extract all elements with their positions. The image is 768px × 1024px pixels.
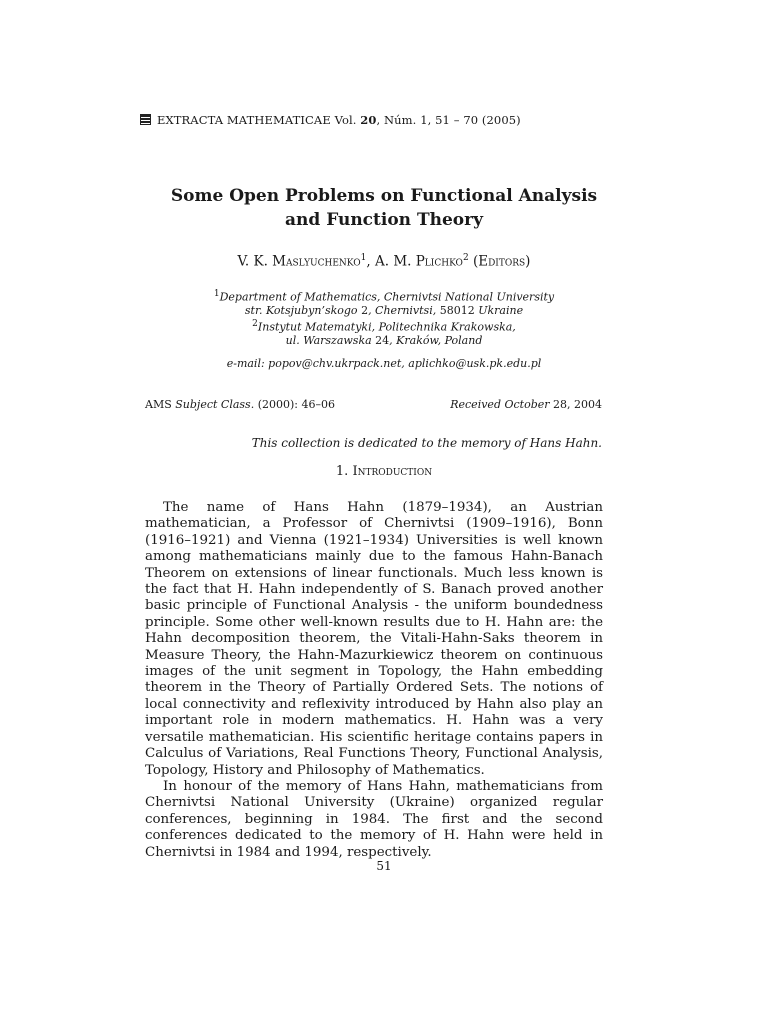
body-text (145, 500, 603, 861)
affiliation-1-line-1 (0, 289, 768, 304)
author-2: A. M. Plichko (374, 253, 463, 270)
ams-subject-label: Subject Class. (175, 398, 255, 411)
author-separator: , (366, 253, 375, 270)
author-line (0, 253, 768, 270)
email-line[interactable]: e-mail: popov@chv.ukrpack.net, aplichko@usk.pk.edu.pl (226, 357, 542, 370)
affiliation-2-line-1 (0, 319, 768, 334)
affiliation-1-dept: Department of Mathematics, Chernivtsi National University (219, 290, 555, 304)
affiliation-2-city: , Kraków, Poland (389, 334, 483, 347)
author-1-affil-mark: 1 (360, 253, 367, 263)
journal-vol-label: Vol. (334, 113, 357, 127)
ams-label: AMS (145, 398, 176, 411)
affiliation-1-mark: 1 (213, 289, 220, 299)
editors-label: (Editors) (468, 253, 531, 270)
affiliation-2-mark: 2 (252, 319, 258, 329)
affiliation-1-street: str. Kotsjubyn’skogo (244, 304, 362, 317)
affiliation-1-street-number: 2 (361, 304, 369, 317)
affiliation-1-city: , Chernivtsi, (368, 304, 440, 317)
section-heading (0, 464, 768, 479)
received-day-year: 28, 2004 (549, 398, 602, 411)
author-1: V. K. Maslyuchenko (237, 253, 361, 270)
journal-volume: 20 (360, 113, 377, 127)
ams-subject-class (145, 398, 335, 411)
received-date (450, 398, 602, 411)
affiliation-1-line-2 (0, 304, 768, 317)
journal-name: EXTRACTA MATHEMATICAE (157, 113, 331, 127)
affiliation-1-zip: 58012 (439, 304, 475, 317)
page-number: 51 (376, 859, 392, 873)
paper-title-line-1: Some Open Problems on Functional Analysis (170, 186, 598, 206)
journal-logo-icon (140, 114, 151, 125)
paragraph-2: In honour of the memory of Hans Hahn, mathematicians from Chernivtsi National University (Ukraine) organized regular conferences, beginning in 1984. The first and the second conferences dedicated to the memory of H. Hahn were held in Chernivtsi in 1984 and 1994, respectively. (145, 778, 603, 860)
affiliation-1-country: Ukraine (474, 304, 524, 317)
journal-header (140, 113, 521, 127)
affiliation-2-institute: Instytut Matematyki, Politechnika Krakowska, (257, 320, 516, 334)
section-title: Introduction (352, 464, 433, 479)
paragraph-1: The name of Hans Hahn (1879–1934), an Austrian mathematician, a Professor of Chernivtsi (1909–1916), Bonn (1916–1921) and Vienna (1921–1934) Universities is well known among mathematicians mainly due to the famous Hahn-Banach Theorem on extensions of linear functionals. Much less known is the fact that H. Hahn independently of S. Banach proved another basic principle of Functional Analysis - the uniform boundedness principle. Some other well-known results due to H. Hahn are: the Hahn decomposition theorem, the Vitali-Hahn-Saks theorem in Measure Theory, the Hahn-Mazurkiewicz theorem on continuous images of the unit segment in Topology, the Hahn embedding theorem in the Theory of Partially Ordered Sets. The notions of local connectivity and reflexivity introduced by Hahn also play an important role in modern mathematics. H. Hahn was a very versatile mathematician. His scientific heritage contains papers in Calculus of Variations, Real Functions Theory, Functional Analysis, Topology, History and Philosophy of Mathematics. (145, 500, 603, 778)
received-label: Received October (450, 398, 550, 411)
affiliation-2-street-number: 24 (375, 334, 390, 347)
affiliation-2-line-2 (0, 334, 768, 347)
ams-code: (2000): 46–06 (254, 398, 335, 411)
paper-title-line-2: and Function Theory (285, 210, 483, 230)
author-2-affil-mark: 2 (462, 253, 469, 263)
dedication: This collection is dedicated to the memory of Hans Hahn. (251, 436, 602, 450)
section-number: 1. (335, 464, 349, 479)
affiliation-2-street: ul. Warszawska (285, 334, 376, 347)
journal-issue: , Núm. 1, 51 – 70 (2005) (376, 113, 521, 127)
